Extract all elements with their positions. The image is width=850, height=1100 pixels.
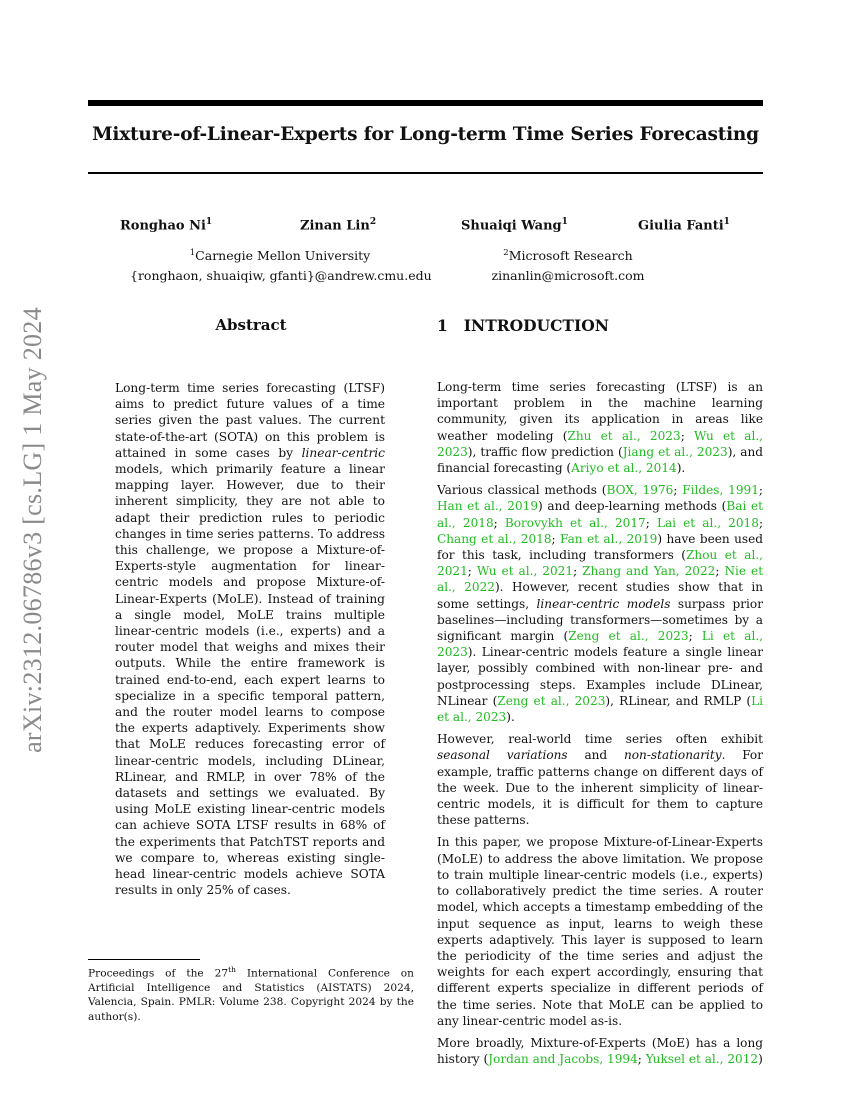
citation-link[interactable]: Borovykh et al., 2017 <box>504 515 646 530</box>
citation-link[interactable]: Li et al., 2023 <box>437 693 764 725</box>
citation-link[interactable]: Jordan and Jacobs, 1994 <box>488 1052 638 1067</box>
author-4: Giulia Fanti$^1$ <box>638 217 730 234</box>
citation-link[interactable]: Zeng et al., 2023 <box>497 693 606 708</box>
citation-link[interactable]: Lai et al., 2018 <box>656 515 759 530</box>
abstract-text: Long-term time series forecasting (LTSF) aims to predict future values of a time series given the past values. The current state-of-the-art (SOTA) on this problem is attained in some cases by linear-centric models, which primarily feature a linear mapping layer. However, due to their inherent simplicity, they are not able to adapt their prediction rules to periodic changes in time series patterns. To address this challenge, we propose a Mixture-of-Experts-style augmentation for linear-centric models and propose Mixture-of-Linear-Experts (MoLE). Instead of training a single model, MoLE trains multiple linear-centric models (i.e., experts) and a router model that weighs and mixes their outputs. While the entire framework is trained end-to-end, each expert learns to specialize in a specific temporal pattern, and the router model learns to compose the experts adaptively. Experiments show that MoLE reduces forecasting error of linear-centric models, including DLinear, RLinear, and RMLP, in over 78% of the datasets and settings we evaluated. By using MoLE existing linear-centric models can achieve SOTA LTSF results in 68% of the experiments that PatchTST reports and we compare to, whereas existing single-head linear-centric models achieve SOTA results in only 25% of cases. <box>115 381 385 898</box>
citation-link[interactable]: Zhang and Yan, 2022 <box>582 564 716 579</box>
paper-title: Mixture-of-Linear-Experts for Long-term Time Series Forecasting <box>92 124 759 145</box>
citation-link[interactable]: Ariyo et al., 2014 <box>571 461 677 476</box>
author-2: Zinan Lin$^2$ <box>300 217 377 234</box>
citation-link[interactable]: Bai et al., 2018 <box>437 499 763 530</box>
citation-link[interactable]: Zeng et al., 2023 <box>568 629 689 644</box>
abstract-heading: Abstract <box>215 316 287 334</box>
citation-link[interactable]: Zhu et al., 2023 <box>567 428 681 443</box>
paragraph-2: Various classical methods (BOX, 1976; Fildes, 1991; Han et al., 2019) and deep-learning methods (Bai et al., 2018; Borovykh et al., 2017; Lai et al., 2018; Chang et al., 2018; Fan et al., 2019) have been used for this task, including transformers (Zhou et al., 2021; Wu et al., 2021; Zhang and Yan, 2022; Nie et al., 2022). However, recent studies show that in some settings, linear-centric models surpass prior baselines—including transformers—sometimes by a significant margin (Zeng et al., 2023; Li et al., 2023). Linear-centric models feature a single linear layer, possibly combined with non-linear pre- and postprocessing steps. Examples include DLinear, NLinear (Zeng et al., 2023), RLinear, and RMLP (Li et al., 2023). <box>437 483 764 725</box>
citation-link[interactable]: Nie et al., 2022 <box>437 564 764 595</box>
citation-link[interactable]: Fildes, 1991 <box>682 483 759 498</box>
footnote-rule <box>88 959 200 960</box>
title-bottom-rule <box>88 172 763 174</box>
section-heading: 1 INTRODUCTION <box>437 316 609 335</box>
citation-link[interactable]: Jiang et al., 2023 <box>622 444 728 459</box>
paragraph-1: Long-term time series forecasting (LTSF) is an important problem in the machine learning community, given its application in areas like weather modeling (Zhu et al., 2023; Wu et al., 2023), traffic flow prediction (Jiang et al., 2023), and financial forecasting (Ariyo et al., 2014). <box>437 380 764 476</box>
affiliation-1-email: {ronghaon, shuaiqiw, gfanti}@andrew.cmu.edu <box>130 268 432 283</box>
affiliation-2: $^2$Microsoft Research <box>503 248 633 264</box>
arxiv-identifier: arXiv:2312.06786v3 [cs.LG] 1 May 2024 <box>18 307 47 753</box>
paragraph-4: In this paper, we propose Mixture-of-Linear-Experts (MoLE) to address the above limitation. We propose to train multiple linear-centric models (i.e., experts) to collaboratively predict the time series. A router model, which accepts a timestamp embedding of the input sequence as input, learns to weigh these experts adaptively. This layer is supposed to learn the periodicity of the time series and adjust the weights for each expert accordingly, ensuring that different experts specialize in different periods of the time series. Note that MoLE can be applied to any linear-centric model as-is. <box>437 835 763 1028</box>
paragraph-5: More broadly, Mixture-of-Experts (MoE) has a long history (Jordan and Jacobs, 1994; Yuksel et al., 2012) <box>437 1035 763 1067</box>
citation-link[interactable]: Wu et al., 2023 <box>437 428 764 459</box>
citation-link[interactable]: Zhou et al., 2021 <box>437 548 764 579</box>
citation-link[interactable]: BOX, 1976 <box>606 483 674 498</box>
affiliation-2-email: zinanlin@microsoft.com <box>491 268 645 283</box>
citation-link[interactable]: Yuksel et al., 2012 <box>645 1052 759 1067</box>
citation-link[interactable]: Chang et al., 2018 <box>437 531 552 546</box>
proceedings-footnote: Proceedings of the 27th International Conference on Artificial Intelligence and Statistics (AISTATS) 2024, Valencia, Spain. PMLR: Volume 238. Copyright 2024 by the author(s). <box>88 965 415 1023</box>
affiliation-1: $^1$Carnegie Mellon University <box>189 248 371 264</box>
author-1: Ronghao Ni$^1$ <box>120 217 213 234</box>
citation-link[interactable]: Fan et al., 2019 <box>560 531 658 546</box>
paragraph-3: However, real-world time series often exhibit seasonal variations and non-stationarity. For example, traffic patterns change on different days of the week. Due to the inherent simplicity of linear-centric models, it is difficult for them to capture these patterns. <box>437 732 763 828</box>
section-body <box>437 379 763 1073</box>
title-top-rule <box>88 100 763 106</box>
author-3: Shuaiqi Wang$^1$ <box>461 217 568 234</box>
citation-link[interactable]: Wu et al., 2021 <box>476 564 574 579</box>
citation-link[interactable]: Han et al., 2019 <box>437 499 539 514</box>
citation-link[interactable]: Li et al., 2023 <box>437 629 764 660</box>
